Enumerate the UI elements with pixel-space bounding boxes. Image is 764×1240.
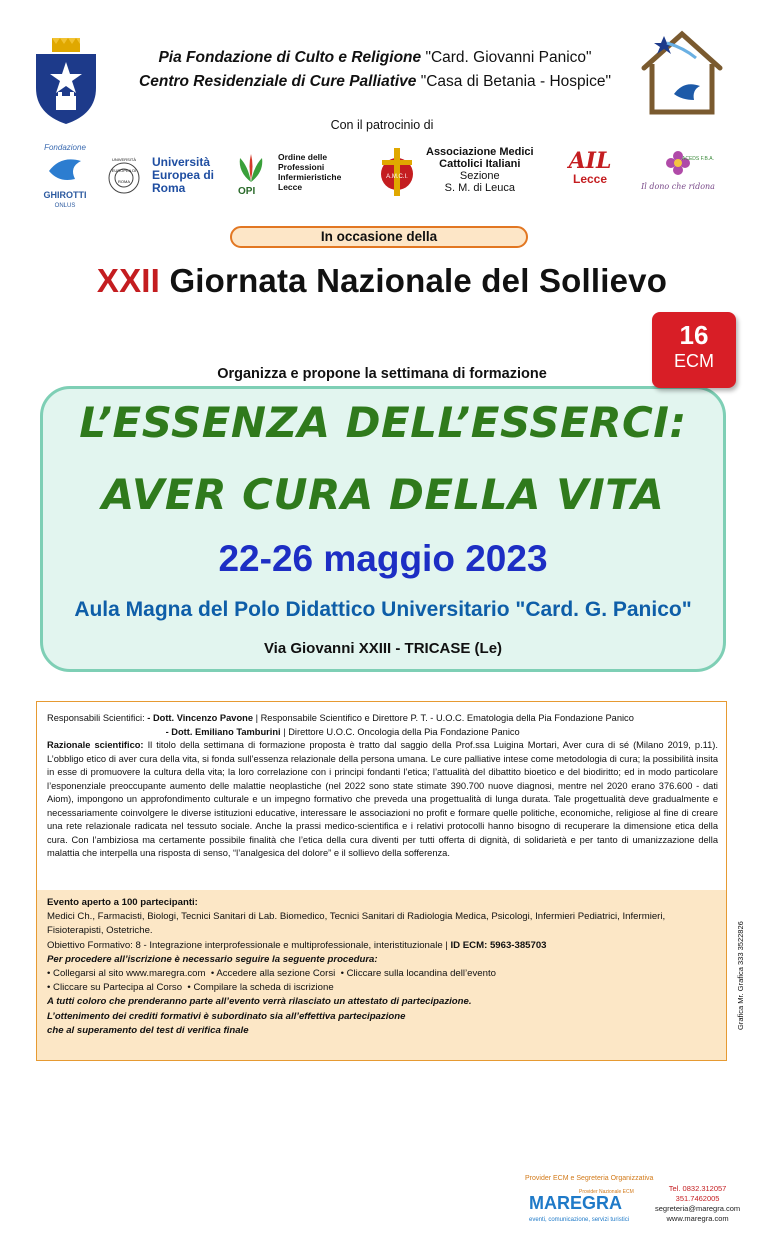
uer-line1: Università: [152, 155, 211, 169]
evento-label: Evento aperto a 100 partecipanti:: [47, 897, 198, 908]
step-5: Compilare la scheda di iscrizione: [193, 982, 334, 994]
maregra-web: www.maregra.com: [666, 1214, 729, 1223]
maregra-provider-label: Provider ECM e Segreteria Organizzativa: [525, 1175, 654, 1182]
foundation-name: Pia Fondazione di Culto e Religione: [158, 49, 422, 66]
obiettivo-row: [47, 939, 718, 953]
ghirotti-logo: [30, 142, 100, 212]
resp1-name: - Dott. Vincenzo Pavone: [147, 713, 253, 723]
scientific-info: [37, 702, 726, 890]
crediti-note-2: che al superamento del test di verifica finale: [47, 1024, 249, 1036]
ecm-credits-number: 16: [679, 320, 709, 350]
opi-logo: [234, 152, 344, 208]
maregra-tagline: eventi, comunicazione, servizi turistici: [529, 1217, 630, 1223]
resp2-role: | Direttore U.O.C. Oncologia della Pia Fondazione Panico: [283, 726, 520, 737]
evento-text: Medici Ch., Farmacisti, Biologi, Tecnici Sanitari di Lab. Biomedico, Tecnici Sanitari di Radiologia Medica, Psicologi, Infermieri Pediatrici, Infermieri, Fisioterapisti, Ostetriche.: [47, 911, 666, 937]
resp2-name: - Dott. Emiliano Tamburini: [165, 726, 281, 737]
edition-roman: XXII: [96, 262, 161, 299]
formazione-subtitle: Organizza e propone la settimana di formazione: [217, 366, 547, 382]
opi-line3: Infermieristiche: [278, 172, 342, 182]
step-3: Cliccare sulla locandina dell’evento: [346, 968, 496, 980]
dono-top-text: ACEDS F.B.A.: [682, 156, 714, 162]
event-venue: Aula Magna del Polo Didattico Universitario "Card. G. Panico": [74, 598, 692, 621]
amci-line4: S. M. di Leuca: [444, 182, 515, 194]
id-ecm: ID ECM: 5963-385703: [450, 939, 547, 951]
procedura-label: Per procedere all’iscrizione è necessario seguire la seguente procedura:: [47, 953, 378, 965]
opi-line4: Lecce: [278, 182, 303, 192]
opi-line2: Professioni: [278, 162, 325, 172]
step-4: Cliccare su Partecipa al Corso: [53, 982, 183, 994]
dove-icon: [45, 153, 85, 187]
event-day-name: Giornata Nazionale del Sollievo: [169, 262, 668, 299]
uer-logo: [108, 154, 218, 204]
amci-logo: [374, 146, 544, 206]
maregra-mobile: 351.7462005: [675, 1194, 720, 1203]
ecm-credits-label: ECM: [674, 351, 714, 371]
ghirotti-top-text: Fondazione: [44, 143, 86, 152]
razionale-paragraph: [47, 739, 718, 861]
razionale-text: Il titolo della settimana di formazione proposta è tratto dal saggio della Prof.ssa Luigina Mortari, Aver cura di sé (Milano 2019, p.11). L’obbligo etico di aver cura della vita, si fonda sull’essenza relazionale della persona umana. Le cure palliative intese come metodologia di cura; la possibilità insita in esse di promuovere la cultura della vita; la loro correlazione con i principi fondanti l’etica; l’attualità del dibattito bioetico e del biodiritto; ed in modo particolare l’esponenziale preoccupante aumento delle malattie neoplastiche (nel 2022 sono state stimate 390.700 nuove diagnosi, mentre nel 2020 erano 376.600 - dati Aiom), impongono un approfondimento culturale e un impegno formativo che preveda una progettualità di lunga durata. Tale progettualità deve gradualmente e necessariamente coinvolgere le diverse istituzioni educative, interessare le associazioni no profit e formare quelle politiche, economiche, religiose al fine di creare una rete relazionale radicata nel tessuto sociale. Anche la prassi medico-scientifica e i relativi protocolli hanno bisogno di recuperare la dimensione etica della cura. Con l’ambiziosa ma certamente possibile finalità che l’etica della cura diventi per tutti offerta di dignità, di solidarietà e per tanto di umanizzazione della malattia che interpella una risposta di senso, “l’analgesica del dolore” e il sollievo della sofferenza.: [47, 740, 718, 858]
hospice-name: "Casa di Betania - Hospice": [420, 73, 611, 90]
resp-row-2: [47, 726, 718, 740]
step-1: Collegarsi al sito www.maregra.com: [53, 968, 206, 980]
resp-row-1: [47, 712, 718, 726]
ghirotti-name: GHIROTTI: [43, 190, 87, 200]
occasion-pill: In occasione della: [230, 226, 528, 248]
patronage-label: Con il patrocinio di: [330, 118, 434, 132]
ail-letters: AIL: [568, 148, 612, 174]
patron-logos: [30, 142, 740, 212]
dono-motto: Il dono che ridona: [641, 182, 715, 191]
house-dove-icon: [634, 28, 730, 120]
amci-mark: A.M.C.I.: [386, 174, 408, 180]
hospice-center-name: Centro Residenziale di Cure Palliative: [139, 73, 417, 90]
maregra-tel: Tel. 0832.312057: [668, 1184, 727, 1193]
maregra-brand: MAREGRA: [529, 1193, 622, 1213]
amci-line2: Cattolici Italiani: [439, 158, 521, 170]
foundation-dedication: "Card. Giovanni Panico": [425, 49, 592, 66]
course-title-line2: AVER CURA DELLA VITA: [101, 470, 665, 519]
amci-line1: Associazione Medici: [426, 146, 534, 158]
maregra-box: [519, 1168, 741, 1240]
ail-logo: [562, 148, 618, 204]
designer-credit: [736, 921, 748, 1030]
attestato-note: A tutti coloro che prenderanno parte all’evento verrà rilasciato un attestato di partecipazione.: [47, 996, 472, 1008]
uer-line3: Roma: [152, 181, 186, 195]
resp-label: Responsabili Scientifici:: [47, 713, 145, 723]
procedure-steps-row1: • Collegarsi al sito www.maregra.com • Accedere alla sezione Corsi • Cliccare sulla locandina dell’evento: [47, 968, 496, 980]
obiettivo-text: Obiettivo Formativo: 8 - Integrazione interprofessionale e multiprofessionale, interistituzionale |: [47, 939, 448, 951]
resp1-role: | Responsabile Scientifico e Direttore P. T. - U.O.C. Ematologia della Pia Fondazione Panico: [255, 713, 634, 723]
procedure-steps-row2: • Cliccare su Partecipa al Corso • Compilare la scheda di iscrizione: [47, 982, 334, 994]
foundation-crest-icon: [32, 38, 100, 124]
dono-logo: [638, 148, 718, 208]
designer-credit-text: Grafica Mr. Grafica 333 3522826: [736, 921, 745, 1030]
crediti-note-1: L’ottenimento dei crediti formativi è subordinato sia all’effettiva partecipazione: [47, 1010, 406, 1022]
amci-line3: Sezione: [459, 170, 500, 182]
event-date: 22-26 maggio 2023: [218, 538, 548, 579]
uer-ring-text: UNIVERSITÀ EUROPEA DI ROMA: [111, 157, 137, 184]
header-title: [120, 46, 630, 94]
opi-short: OPI: [238, 186, 256, 197]
step-2: Accedere alla sezione Corsi: [216, 968, 336, 980]
event-address: Via Giovanni XXIII - TRICASE (Le): [263, 640, 503, 657]
uer-line2: Europea di: [152, 168, 215, 182]
razionale-label: Razionale scientifico:: [47, 740, 144, 750]
amci-cross-icon: [374, 146, 420, 198]
opi-line1: Ordine delle: [278, 152, 328, 162]
opi-leaf-icon: [234, 152, 268, 184]
ghirotti-sub: ONLUS: [54, 203, 76, 209]
maregra-email: segreteria@maregra.com: [655, 1204, 741, 1213]
course-title-line1: L’ESSENZA DELL’ESSERCI:: [79, 398, 687, 447]
maregra-provider-num: Provider Nazionale ECM: [579, 1189, 634, 1195]
event-heading: [0, 262, 764, 300]
ail-city: Lecce: [572, 172, 608, 186]
